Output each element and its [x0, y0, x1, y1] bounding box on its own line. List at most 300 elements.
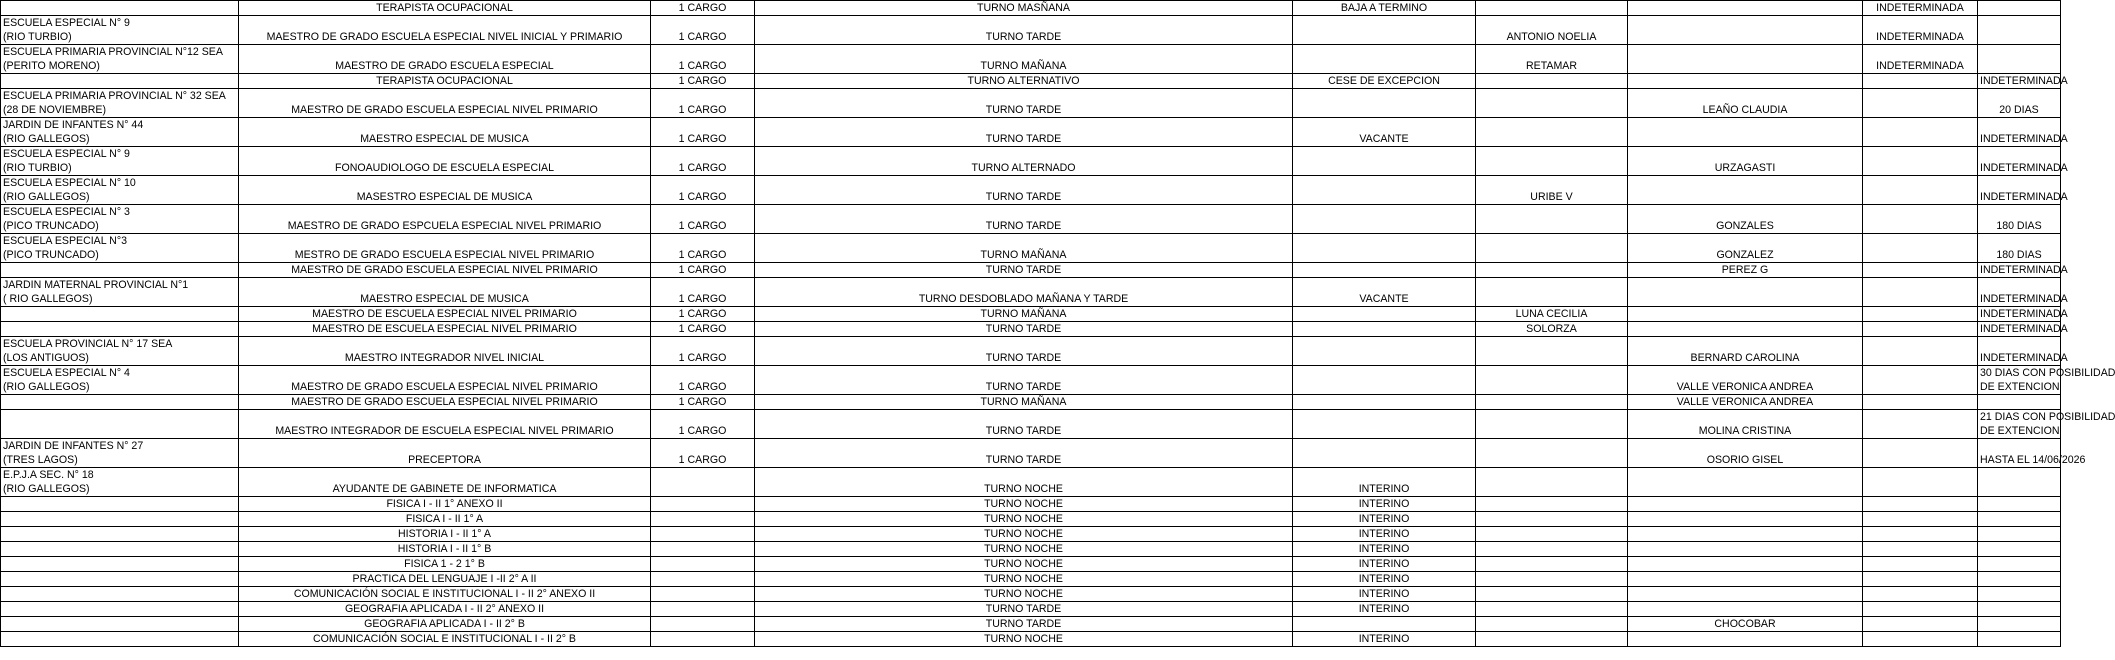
cargo-cell: 1 CARGO	[651, 263, 755, 278]
extra-cell	[1978, 512, 2061, 527]
position-cell: MAESTRO DE ESCUELA ESPECIAL NIVEL PRIMARIO	[239, 307, 651, 322]
table-row	[1, 307, 2061, 322]
table-row	[1, 45, 2061, 74]
position-cell: MAESTRO DE GRADO ESCUELA ESPECIAL NIVEL PRIMARIO	[239, 366, 651, 395]
extra-line: INDETERMINADA	[1980, 162, 2068, 174]
turno-cell: TURNO NOCHE	[755, 512, 1293, 527]
suplente-cell	[1628, 542, 1863, 557]
cargo-cell	[651, 617, 755, 632]
plazo-cell	[1863, 263, 1978, 278]
suplente-cell: VALLE VERONICA ANDREA	[1628, 366, 1863, 395]
situacion-cell: INTERINO	[1293, 468, 1476, 497]
extra-cell	[1978, 1, 2061, 16]
titular-cell: URIBE V	[1476, 176, 1628, 205]
position-cell: MAESTRO DE GRADO ESPCUELA ESPECIAL NIVEL PRIMARIO	[239, 205, 651, 234]
situacion-cell: INTERINO	[1293, 587, 1476, 602]
situacion-cell: VACANTE	[1293, 278, 1476, 307]
turno-cell: TURNO NOCHE	[755, 542, 1293, 557]
plazo-cell	[1863, 632, 1978, 647]
plazo-cell	[1863, 234, 1978, 263]
school-line: E.P.J.A SEC. N° 18	[3, 469, 94, 481]
titular-cell	[1476, 74, 1628, 89]
suplente-cell	[1628, 557, 1863, 572]
titular-cell: SOLORZA	[1476, 322, 1628, 337]
cargo-cell	[651, 468, 755, 497]
extra-cell	[1978, 527, 2061, 542]
cargo-cell: 1 CARGO	[651, 45, 755, 74]
plazo-cell	[1863, 176, 1978, 205]
extra-cell	[1978, 147, 2068, 176]
school-line: (PICO TRUNCADO)	[3, 220, 99, 232]
school-cell	[1, 602, 239, 617]
plazo-cell	[1863, 337, 1978, 366]
position-cell: MAESTRO INTEGRADOR NIVEL INICIAL	[239, 337, 651, 366]
extra-line: INDETERMINADA	[1980, 264, 2068, 276]
position-cell: FISICA 1 - 2 1° B	[239, 557, 651, 572]
titular-cell	[1476, 572, 1628, 587]
turno-cell: TURNO TARDE	[755, 263, 1293, 278]
school-line: ESCUELA ESPECIAL N° 10	[3, 177, 136, 189]
cargo-cell: 1 CARGO	[651, 74, 755, 89]
table-row	[1, 497, 2061, 512]
table-row	[1, 557, 2061, 572]
extra-cell	[1978, 118, 2068, 147]
cargo-cell: 1 CARGO	[651, 234, 755, 263]
school-cell	[1, 497, 239, 512]
turno-cell: TURNO NOCHE	[755, 557, 1293, 572]
extra-cell	[1978, 176, 2068, 205]
table-row	[1, 1, 2061, 16]
school-line: ESCUELA PRIMARIA PROVINCIAL N°12 SEA	[3, 46, 223, 58]
extra-cell	[1978, 74, 2068, 89]
position-cell: MAESTRO DE GRADO ESCUELA ESPECIAL NIVEL PRIMARIO	[239, 395, 651, 410]
plazo-cell	[1863, 322, 1978, 337]
situacion-cell	[1293, 439, 1476, 468]
suplente-cell: URZAGASTI	[1628, 147, 1863, 176]
situacion-cell	[1293, 307, 1476, 322]
plazo-cell	[1863, 16, 1978, 45]
turno-cell: TURNO TARDE	[755, 337, 1293, 366]
cargo-cell: 1 CARGO	[651, 176, 755, 205]
school-line: JARDIN DE INFANTES N° 27	[3, 440, 144, 452]
table-row	[1, 527, 2061, 542]
position-cell: MAESTRO DE GRADO ESCUELA ESPECIAL	[239, 45, 651, 74]
extra-line: 20 DIAS	[1999, 104, 2039, 116]
plazo-cell	[1863, 74, 1978, 89]
plazo-cell	[1863, 89, 1978, 118]
school-line: (PICO TRUNCADO)	[3, 249, 99, 261]
extra-line: INDETERMINADA	[1980, 323, 2068, 335]
titular-cell	[1476, 118, 1628, 147]
plazo-cell	[1863, 395, 1978, 410]
school-line: ESCUELA PRIMARIA PROVINCIAL N° 32 SEA	[3, 90, 226, 102]
table-row	[1, 16, 2061, 45]
extra-cell	[1978, 307, 2068, 322]
school-line: ESCUELA ESPECIAL N°3	[3, 235, 127, 247]
extra-cell	[1978, 337, 2068, 366]
plazo-cell	[1863, 439, 1978, 468]
plazo-cell	[1863, 527, 1978, 542]
table-row	[1, 572, 2061, 587]
situacion-cell	[1293, 322, 1476, 337]
titular-cell	[1476, 497, 1628, 512]
school-cell	[1, 439, 239, 468]
suplente-cell	[1628, 74, 1863, 89]
situacion-cell	[1293, 205, 1476, 234]
turno-cell: TURNO MAÑANA	[755, 234, 1293, 263]
school-cell	[1, 557, 239, 572]
turno-cell: TURNO TARDE	[755, 366, 1293, 395]
extra-cell	[1978, 410, 2115, 439]
turno-cell: TURNO ALTERNATIVO	[755, 74, 1293, 89]
suplente-cell	[1628, 118, 1863, 147]
plazo-cell	[1863, 307, 1978, 322]
position-cell: FISICA I - II 1° ANEXO II	[239, 497, 651, 512]
cargo-cell: 1 CARGO	[651, 278, 755, 307]
turno-cell: TURNO MAÑANA	[755, 395, 1293, 410]
extra-cell	[1978, 395, 2061, 410]
extra-line: DE EXTENCION	[1980, 381, 2060, 393]
turno-cell: TURNO DESDOBLADO MAÑANA Y TARDE	[755, 278, 1293, 307]
extra-line: HASTA EL 14/06/2026	[1980, 454, 2086, 466]
position-cell: PRECEPTORA	[239, 439, 651, 468]
titular-cell: LUNA CECILIA	[1476, 307, 1628, 322]
extra-cell	[1978, 45, 2061, 74]
school-cell	[1, 322, 239, 337]
position-cell: MAESTRO DE GRADO ESCUELA ESPECIAL NIVEL INICIAL Y PRIMARIO	[239, 16, 651, 45]
vacancy-table-body	[1, 1, 2115, 647]
school-line: ESCUELA ESPECIAL N° 4	[3, 367, 130, 379]
school-cell	[1, 632, 239, 647]
cargo-cell: 1 CARGO	[651, 395, 755, 410]
situacion-cell	[1293, 337, 1476, 366]
plazo-cell	[1863, 1, 1978, 16]
extra-cell	[1978, 234, 2061, 263]
school-cell	[1, 176, 239, 205]
plazo-cell	[1863, 602, 1978, 617]
school-cell	[1, 234, 239, 263]
table-row	[1, 89, 2061, 118]
extra-cell	[1978, 497, 2061, 512]
plazo-line: INDETERMINADA	[1876, 2, 1964, 14]
cargo-cell	[651, 557, 755, 572]
school-cell	[1, 278, 239, 307]
suplente-cell: CHOCOBAR	[1628, 617, 1863, 632]
turno-cell: TURNO MASÑANA	[755, 1, 1293, 16]
plazo-cell	[1863, 557, 1978, 572]
school-line: (LOS ANTIGUOS)	[3, 352, 89, 364]
situacion-cell	[1293, 234, 1476, 263]
plazo-cell	[1863, 617, 1978, 632]
titular-cell: ANTONIO NOELIA	[1476, 16, 1628, 45]
plazo-cell	[1863, 587, 1978, 602]
school-line: (RIO GALLEGOS)	[3, 191, 90, 203]
position-cell: GEOGRAFIA APLICADA I - II 2° ANEXO II	[239, 602, 651, 617]
table-row	[1, 439, 2061, 468]
turno-cell: TURNO NOCHE	[755, 468, 1293, 497]
cargo-cell: 1 CARGO	[651, 147, 755, 176]
turno-cell: TURNO TARDE	[755, 16, 1293, 45]
position-cell: HISTORIA I - II 1° B	[239, 542, 651, 557]
turno-cell: TURNO NOCHE	[755, 497, 1293, 512]
turno-cell: TURNO NOCHE	[755, 632, 1293, 647]
school-line: JARDIN DE INFANTES N° 44	[3, 119, 144, 131]
situacion-cell: INTERINO	[1293, 602, 1476, 617]
position-cell: FISICA I - II 1° A	[239, 512, 651, 527]
cargo-cell: 1 CARGO	[651, 366, 755, 395]
situacion-cell	[1293, 395, 1476, 410]
school-cell	[1, 527, 239, 542]
extra-line: 30 DIAS CON POSIBILIDAD	[1980, 367, 2115, 379]
cargo-cell: 1 CARGO	[651, 307, 755, 322]
table-row	[1, 322, 2061, 337]
school-cell	[1, 45, 239, 74]
cargo-cell	[651, 542, 755, 557]
school-line: (PERITO MORENO)	[3, 60, 100, 72]
situacion-cell: INTERINO	[1293, 527, 1476, 542]
plazo-cell	[1863, 572, 1978, 587]
school-cell	[1, 542, 239, 557]
table-row	[1, 263, 2061, 278]
position-cell: TERAPISTA OCUPACIONAL	[239, 74, 651, 89]
plazo-cell	[1863, 147, 1978, 176]
titular-cell	[1476, 632, 1628, 647]
school-cell	[1, 410, 239, 439]
titular-cell	[1476, 410, 1628, 439]
table-row	[1, 366, 2061, 395]
school-cell	[1, 1, 239, 16]
suplente-cell	[1628, 572, 1863, 587]
school-line: ( RIO GALLEGOS)	[3, 293, 93, 305]
turno-cell: TURNO ALTERNADO	[755, 147, 1293, 176]
cargo-cell	[651, 602, 755, 617]
table-row	[1, 337, 2061, 366]
position-cell: MAESTRO ESPECIAL DE MUSICA	[239, 118, 651, 147]
turno-cell: TURNO MAÑANA	[755, 45, 1293, 74]
table-row	[1, 512, 2061, 527]
cargo-cell	[651, 632, 755, 647]
position-cell: FONOAUDIOLOGO DE ESCUELA ESPECIAL	[239, 147, 651, 176]
turno-cell: TURNO TARDE	[755, 410, 1293, 439]
position-cell: PRACTICA DEL LENGUAJE I -II 2° A II	[239, 572, 651, 587]
cargo-cell: 1 CARGO	[651, 322, 755, 337]
cargo-cell	[651, 512, 755, 527]
titular-cell	[1476, 557, 1628, 572]
position-cell: MAESTRO ESPECIAL DE MUSICA	[239, 278, 651, 307]
extra-cell	[1978, 617, 2061, 632]
position-cell: MAESTRO DE GRADO ESCUELA ESPECIAL NIVEL PRIMARIO	[239, 89, 651, 118]
extra-line: INDETERMINADA	[1980, 293, 2068, 305]
school-line: (RIO GALLEGOS)	[3, 381, 90, 393]
suplente-cell	[1628, 307, 1863, 322]
plazo-line: INDETERMINADA	[1876, 60, 1964, 72]
school-cell	[1, 366, 239, 395]
suplente-cell	[1628, 632, 1863, 647]
suplente-cell: OSORIO GISEL	[1628, 439, 1863, 468]
suplente-cell: BERNARD CAROLINA	[1628, 337, 1863, 366]
titular-cell	[1476, 89, 1628, 118]
situacion-cell: CESE DE EXCEPCION	[1293, 74, 1476, 89]
suplente-cell: LEAÑO CLAUDIA	[1628, 89, 1863, 118]
turno-cell: TURNO NOCHE	[755, 572, 1293, 587]
situacion-cell	[1293, 89, 1476, 118]
suplente-cell: GONZALES	[1628, 205, 1863, 234]
table-row	[1, 234, 2061, 263]
titular-cell	[1476, 439, 1628, 468]
situacion-cell	[1293, 410, 1476, 439]
titular-cell	[1476, 366, 1628, 395]
position-cell: MAESTRO DE ESCUELA ESPECIAL NIVEL PRIMARIO	[239, 322, 651, 337]
extra-cell	[1978, 439, 2086, 468]
turno-cell: TURNO TARDE	[755, 205, 1293, 234]
turno-cell: TURNO MAÑANA	[755, 307, 1293, 322]
extra-cell	[1978, 468, 2061, 497]
extra-line: DE EXTENCION	[1980, 425, 2060, 437]
cargo-cell	[651, 497, 755, 512]
extra-line: INDETERMINADA	[1980, 133, 2068, 145]
school-line: (28 DE NOVIEMBRE)	[3, 104, 107, 116]
turno-cell: TURNO NOCHE	[755, 587, 1293, 602]
turno-cell: TURNO TARDE	[755, 617, 1293, 632]
extra-line: INDETERMINADA	[1980, 75, 2068, 87]
plazo-cell	[1863, 45, 1978, 74]
titular-cell	[1476, 468, 1628, 497]
suplente-cell	[1628, 602, 1863, 617]
turno-cell: TURNO TARDE	[755, 118, 1293, 147]
school-cell	[1, 617, 239, 632]
school-line: (RIO GALLEGOS)	[3, 483, 90, 495]
table-row	[1, 632, 2061, 647]
school-cell	[1, 74, 239, 89]
extra-cell	[1978, 16, 2061, 45]
titular-cell	[1476, 587, 1628, 602]
extra-cell	[1978, 322, 2068, 337]
titular-cell	[1476, 527, 1628, 542]
suplente-cell	[1628, 322, 1863, 337]
cargo-cell	[651, 527, 755, 542]
school-cell	[1, 16, 239, 45]
plazo-cell	[1863, 410, 1978, 439]
school-line: JARDIN MATERNAL PROVINCIAL N°1	[3, 279, 189, 291]
turno-cell: TURNO TARDE	[755, 322, 1293, 337]
suplente-cell: PEREZ G	[1628, 263, 1863, 278]
school-cell	[1, 205, 239, 234]
school-cell	[1, 587, 239, 602]
turno-cell: TURNO TARDE	[755, 176, 1293, 205]
situacion-cell: INTERINO	[1293, 557, 1476, 572]
table-row	[1, 205, 2061, 234]
situacion-cell: INTERINO	[1293, 512, 1476, 527]
titular-cell	[1476, 395, 1628, 410]
extra-cell	[1978, 278, 2068, 307]
extra-cell	[1978, 263, 2068, 278]
school-line: ESCUELA ESPECIAL N° 9	[3, 17, 130, 29]
school-line: (RIO GALLEGOS)	[3, 133, 90, 145]
extra-cell	[1978, 542, 2061, 557]
school-line: (RIO TURBIO)	[3, 162, 72, 174]
situacion-cell: VACANTE	[1293, 118, 1476, 147]
position-cell: COMUNICACIÓN SOCIAL E INSTITUCIONAL I - II 2° ANEXO II	[239, 587, 651, 602]
turno-cell: TURNO TARDE	[755, 439, 1293, 468]
table-row	[1, 602, 2061, 617]
table-row	[1, 176, 2061, 205]
situacion-cell	[1293, 617, 1476, 632]
cargo-cell	[651, 572, 755, 587]
school-cell	[1, 468, 239, 497]
cargo-cell: 1 CARGO	[651, 16, 755, 45]
table-row	[1, 278, 2061, 307]
school-cell	[1, 118, 239, 147]
turno-cell: TURNO TARDE	[755, 89, 1293, 118]
plazo-cell	[1863, 118, 1978, 147]
cargo-cell: 1 CARGO	[651, 205, 755, 234]
table-row	[1, 468, 2061, 497]
suplente-cell	[1628, 497, 1863, 512]
suplente-cell: MOLINA CRISTINA	[1628, 410, 1863, 439]
extra-line: INDETERMINADA	[1980, 191, 2068, 203]
school-cell	[1, 337, 239, 366]
extra-cell	[1978, 602, 2061, 617]
school-cell	[1, 89, 239, 118]
situacion-cell	[1293, 366, 1476, 395]
plazo-cell	[1863, 278, 1978, 307]
position-cell: MESTRO DE GRADO ESCUELA ESPECIAL NIVEL PRIMARIO	[239, 234, 651, 263]
school-line: (TRES LAGOS)	[3, 454, 78, 466]
position-cell: AYUDANTE DE GABINETE DE INFORMATICA	[239, 468, 651, 497]
table-row	[1, 147, 2061, 176]
suplente-cell	[1628, 587, 1863, 602]
plazo-cell	[1863, 542, 1978, 557]
situacion-cell	[1293, 45, 1476, 74]
extra-cell	[1978, 89, 2061, 118]
suplente-cell	[1628, 278, 1863, 307]
titular-cell	[1476, 263, 1628, 278]
school-cell	[1, 395, 239, 410]
plazo-cell	[1863, 497, 1978, 512]
plazo-cell	[1863, 205, 1978, 234]
suplente-cell	[1628, 45, 1863, 74]
position-cell: HISTORIA I - II 1° A	[239, 527, 651, 542]
turno-cell: TURNO TARDE	[755, 602, 1293, 617]
titular-cell	[1476, 1, 1628, 16]
position-cell: MAESTRO INTEGRADOR DE ESCUELA ESPECIAL NIVEL PRIMARIO	[239, 410, 651, 439]
position-cell: MASESTRO ESPECIAL DE MUSICA	[239, 176, 651, 205]
position-cell: GEOGRAFIA APLICADA I - II 2° B	[239, 617, 651, 632]
table-row	[1, 587, 2061, 602]
suplente-cell	[1628, 527, 1863, 542]
suplente-cell	[1628, 468, 1863, 497]
table-row	[1, 542, 2061, 557]
table-row	[1, 410, 2061, 439]
extra-cell	[1978, 205, 2061, 234]
school-cell	[1, 572, 239, 587]
plazo-cell	[1863, 366, 1978, 395]
turno-cell: TURNO NOCHE	[755, 527, 1293, 542]
titular-cell	[1476, 617, 1628, 632]
extra-cell	[1978, 557, 2061, 572]
school-cell	[1, 147, 239, 176]
titular-cell	[1476, 337, 1628, 366]
cargo-cell: 1 CARGO	[651, 118, 755, 147]
titular-cell: RETAMAR	[1476, 45, 1628, 74]
cargo-cell: 1 CARGO	[651, 439, 755, 468]
extra-cell	[1978, 632, 2061, 647]
school-cell	[1, 307, 239, 322]
school-cell	[1, 512, 239, 527]
titular-cell	[1476, 278, 1628, 307]
cargo-cell: 1 CARGO	[651, 337, 755, 366]
suplente-cell	[1628, 176, 1863, 205]
